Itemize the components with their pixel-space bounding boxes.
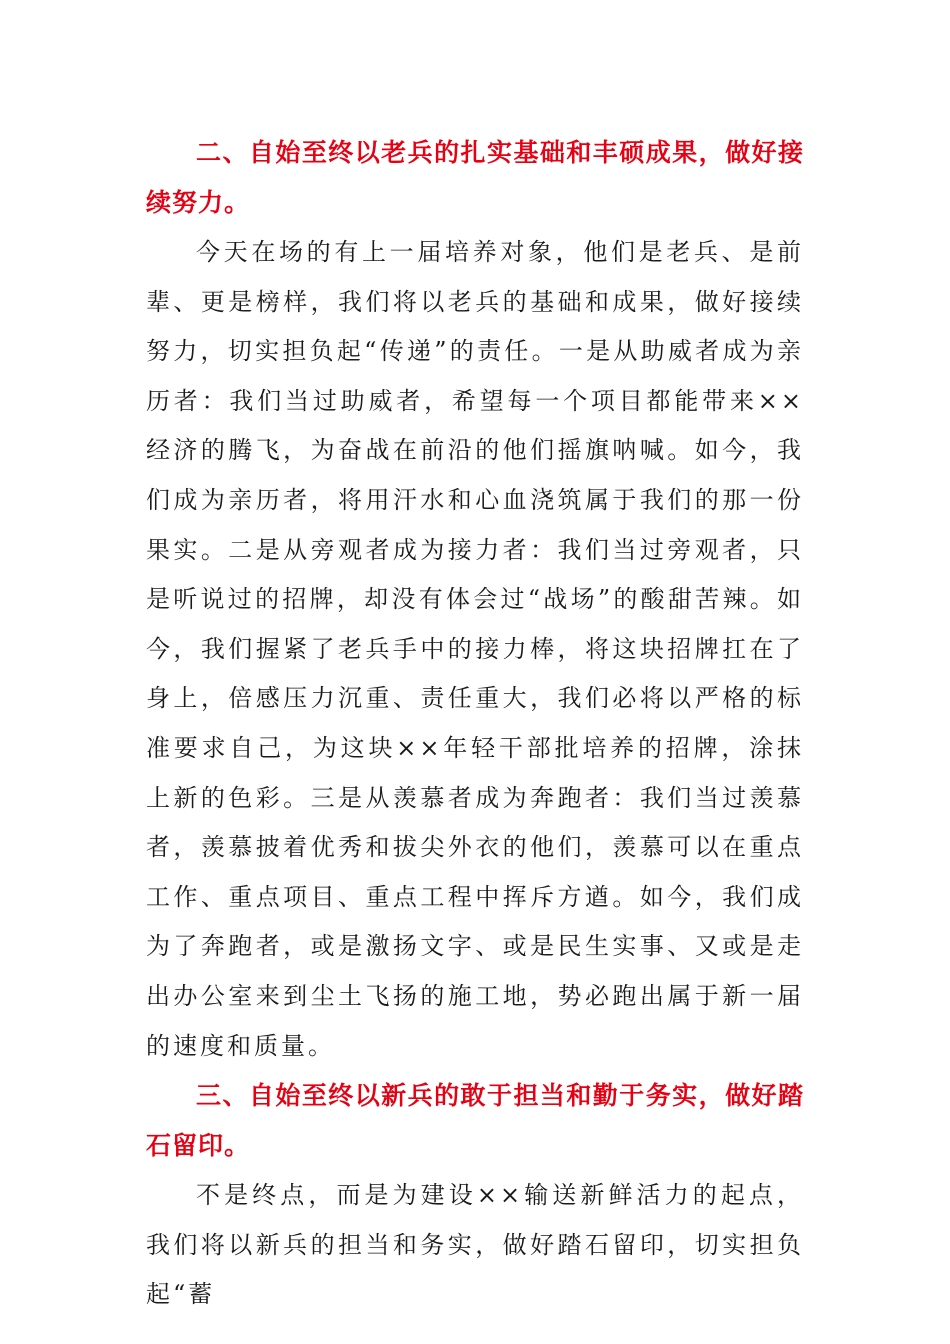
section-3-heading: 三、自始至终以新兵的敢于担当和勤于务实，做好踏石留印。	[146, 1081, 804, 1161]
section-2-paragraph: 今天在场的有上一届培养对象，他们是老兵、是前辈、更是榜样，我们将以老兵的基础和成果，做好接续努力，切实担负起“传递”的责任。一是从助威者成为亲历者：我们当过助威者，希望每一个项目都能带来××经济的腾飞，为奋战在前沿的他们摇旗呐喊。如今，我们成为亲历者，将用汗水和心血浇筑属于我们的那一份果实。二是从旁观者成为接力者：我们当过旁观者，只是听说过的招牌，却没有体会过“战场”的酸甜苦辣。如今，我们握紧了老兵手中的接力棒，将这块招牌扛在了身上，倍感压力沉重、责任重大，我们必将以严格的标准要求自己，为这块××年轻干部批培养的招牌，涂抹上新的色彩。三是从羡慕者成为奔跑者：我们当过羡慕者，羡慕披着优秀和拔尖外衣的他们，羡慕可以在重点工作、重点项目、重点工程中挥斥方遒。如今，我们成为了奔跑者，或是激扬文字、或是民生实事、又或是走出办公室来到尘土飞扬的施工地，势必跑出属于新一届的速度和质量。	[146, 238, 804, 1060]
section-2-heading: 二、自始至终以老兵的扎实基础和丰硕成果，做好接续努力。	[146, 138, 804, 217]
document-content	[146, 128, 804, 1320]
section-3-paragraph: 不是终点，而是为建设××输送新鲜活力的起点，我们将以新兵的担当和务实，做好踏石留印，切实担负起“蓄	[146, 1181, 804, 1309]
